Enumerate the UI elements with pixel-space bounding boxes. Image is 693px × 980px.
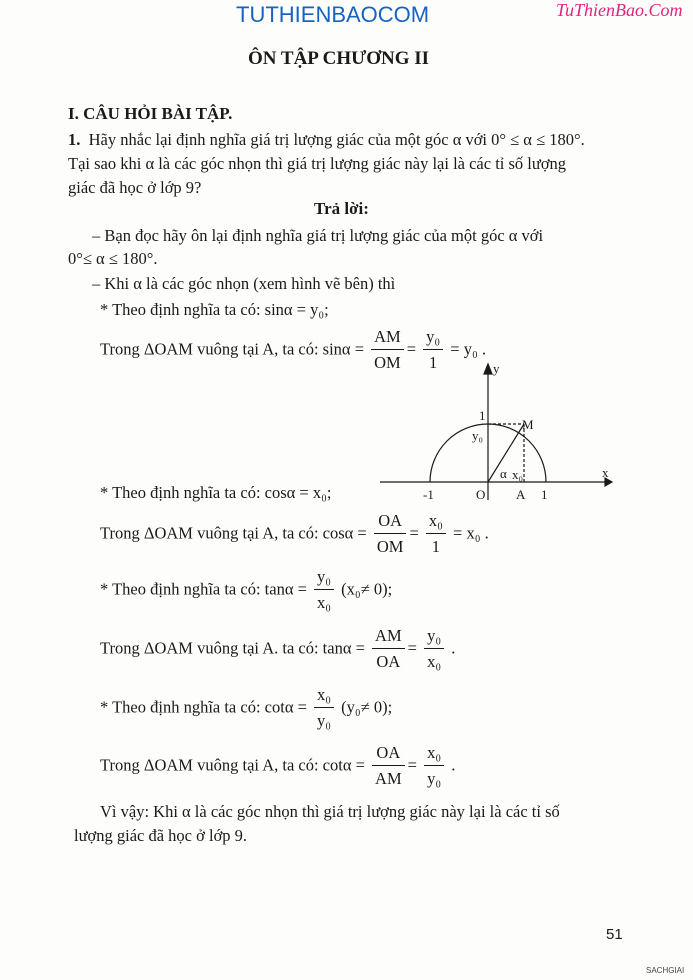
cos-triangle-formula: Trong ΔOAM vuông tại A, ta có: cosα = $\frac{OA}{OM}$ = $\frac{\text{x₀}}{1}$ = x₀ . (100, 509, 489, 560)
tan-lead: * Theo định nghĩa ta có: tanα = (100, 579, 307, 599)
y-axis-arrow (484, 364, 492, 374)
question-text-1: Hãy nhắc lại định nghĩa giá trị lượng giác của một góc α với 0° ≤ α ≤ 180°. (88, 130, 585, 149)
cos-definition: * Theo định nghĩa ta có: cosα = x₀; (100, 483, 332, 502)
numerator: AM (372, 624, 405, 649)
denominator: x₀ (317, 593, 332, 612)
label-y0: y₀ (472, 428, 484, 443)
question-line-3: giác đã học ở lớp 9? (68, 178, 202, 197)
numerator: x₀ (314, 683, 334, 708)
numerator: AM (371, 325, 404, 350)
label-one-top: 1 (479, 408, 486, 423)
unit-circle-figure (380, 360, 620, 505)
denominator: 1 (431, 537, 441, 556)
numerator: y₀ (424, 624, 444, 649)
sin-tail: = y₀ . (450, 339, 486, 359)
tan-tail: (x₀≠ 0); (341, 579, 393, 599)
site-watermark: TUTHIENBAOCOM (236, 2, 430, 27)
cot-lead: * Theo định nghĩa ta có: cotα = (100, 697, 307, 717)
y-axis-label: y (493, 361, 500, 376)
fraction-y0-x0 (314, 565, 334, 616)
denominator: y₀ (427, 769, 442, 788)
x-axis-label: x (602, 465, 609, 480)
label-a: A (516, 487, 526, 502)
fraction-oa-am (372, 741, 405, 792)
sin-lead: Trong ΔOAM vuông tại A, ta có: sinα = (100, 339, 364, 359)
section-heading: I. CÂU HỎI BÀI TẬP. (68, 104, 233, 123)
tan-tri-lead: Trong ΔOAM vuông tại A. ta có: tanα = (100, 638, 365, 658)
sin-triangle-formula: Trong ΔOAM vuông tại A, ta có: sinα = $\frac{AM}{OM}$ = $\frac{\text{y₀}}{1}$ = y₀ . (100, 325, 486, 376)
cot-tri-lead: Trong ΔOAM vuông tại A, ta có: cotα = (100, 755, 365, 775)
denominator: y₀ (317, 711, 332, 730)
question-line-1 (68, 128, 585, 152)
denominator: OM (376, 537, 404, 556)
denominator: AM (375, 769, 402, 788)
answer-paragraph-1b: 0°≤ α ≤ 180°. (68, 249, 158, 268)
denominator: OM (374, 353, 401, 372)
cos-tail: = x₀ . (453, 523, 489, 543)
label-neg-one: -1 (423, 487, 434, 502)
numerator: y₀ (314, 565, 334, 590)
cot-definition (100, 683, 392, 734)
label-alpha: α (500, 466, 507, 481)
numerator: x₀ (426, 509, 446, 534)
cot-tri-tail: . (451, 755, 456, 775)
fraction-y0-x0 (424, 624, 444, 675)
label-x0: x₀ (512, 467, 524, 482)
label-o: O (476, 487, 486, 502)
fraction-oa-om (374, 509, 407, 560)
cos-lead: Trong ΔOAM vuông tại A, ta có: cosα = (100, 523, 367, 543)
page-number: 51 (606, 926, 623, 943)
numerator: OA (372, 741, 405, 766)
conclusion-line-2: lượng giác đã học ở lớp 9. (74, 826, 248, 845)
tan-definition (100, 565, 392, 616)
conclusion-line-1: Vì vậy: Khi α là các góc nhọn thì giá trị lượng giác này lại là các tỉ số (100, 802, 560, 821)
numerator: x₀ (424, 741, 444, 766)
fraction-x0-y0 (314, 683, 334, 734)
answer-paragraph-1a: – Bạn đọc hãy ôn lại định nghĩa giá trị lượng giác của một góc α với (92, 226, 544, 245)
answer-paragraph-2: – Khi α là các góc nhọn (xem hình vẽ bên) thì (92, 274, 396, 293)
numerator: OA (374, 509, 407, 534)
publisher-logo: SACHGIAI (646, 966, 685, 975)
answer-label: Trả lời: (314, 199, 369, 218)
cot-tail: (y₀≠ 0); (341, 697, 393, 717)
brand-watermark: TuThienBao.Com (556, 0, 683, 20)
chapter-title: ÔN TẬP CHƯƠNG II (248, 48, 430, 69)
question-number: 1. (68, 130, 81, 149)
tan-triangle-formula: Trong ΔOAM vuông tại A. ta có: tanα = $\frac{AM}{OA}$ = $\frac{\text{y₀}}{\text{x₀}}$ . (100, 624, 455, 675)
fraction-am-oa (372, 624, 405, 675)
denominator: x₀ (427, 652, 442, 671)
denominator: 1 (429, 353, 438, 372)
label-m: M (522, 417, 534, 432)
denominator: OA (376, 652, 401, 671)
fraction-x0-y0 (424, 741, 444, 792)
sin-definition: * Theo định nghĩa ta có: sinα = y₀; (100, 300, 329, 319)
label-one-right: 1 (541, 487, 548, 502)
question-line-2: Tại sao khi α là các góc nhọn thì giá trị lượng giác này lại là các tỉ số lượng (68, 154, 567, 173)
fraction-x0-1 (426, 509, 446, 560)
tan-tri-tail: . (451, 638, 456, 658)
numerator: y₀ (423, 325, 443, 350)
cot-triangle-formula: Trong ΔOAM vuông tại A, ta có: cotα = $\frac{OA}{AM}$ = $\frac{\text{x₀}}{\text{y₀}}$ . (100, 741, 455, 792)
